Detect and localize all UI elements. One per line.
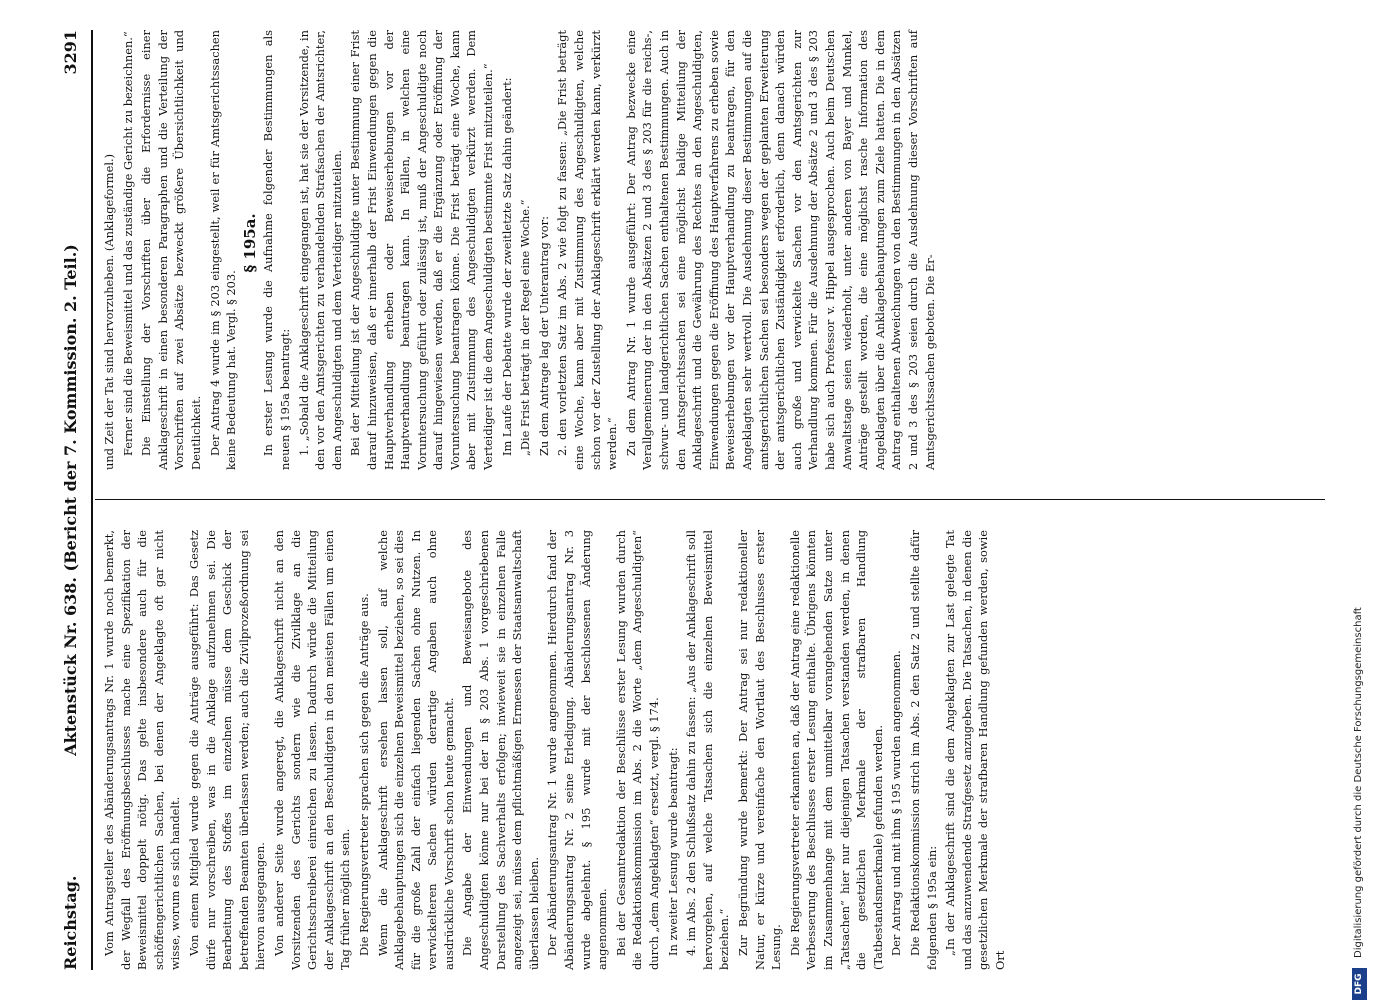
paragraph: Der Antrag 4 wurde im § 203 eingestellt, weil er für Amtsgerichtssachen keine Bedeutung hat. Vergl. § 203. — [207, 30, 239, 470]
paragraph: Im Laufe der Debatte wurde der zweitletzte Satz dahin geändert: — [499, 77, 514, 456]
paragraph: Die Redaktionskommission strich im Abs. 2 den Satz 2 und stellte dafür folgenden § 195a ein: — [907, 530, 939, 970]
paragraph: „Die Frist beträgt in der Regel eine Woche.“ — [518, 199, 533, 456]
paragraph: Von anderer Seite wurde angeregt, die Anklageschrift nicht an den Vorsitzenden des Gerichts sondern wie die Zivilklage an die Gerichtsschreiberei einreichen zu lassen. Dadurch würde die Mitteilung der Anklageschrift an den Beschuldigten in den meisten Fällen um einen Tag früher möglich sein. — [271, 530, 353, 970]
paragraph: und Zeit der Tat sind hervorzuheben. (Anklageformel.) — [102, 153, 116, 470]
right-column — [101, 30, 940, 470]
paragraph: In erster Lesung wurde die Aufnahme folgender Bestimmungen als neuen § 195a beantragt: — [261, 30, 292, 470]
left-column — [101, 530, 1010, 970]
page-number: 3291 — [61, 30, 80, 75]
digitization-credit — [1350, 20, 1372, 1000]
header-left: Reichstag. — [61, 875, 80, 970]
section-heading: § 195a. — [240, 213, 259, 273]
paragraph: „In der Anklageschrift sind die dem Angeklagten zur Last gelegte Tat und das anzuwendende Strafgesetz anzugeben. Die Tatsachen, in denen die gesetzlichen Merkmale der strafbaren Handlung gefunden werden, sowie Ort — [943, 530, 1007, 970]
paragraph: Die Einstellung der Vorschriften über die Erfordernisse einer Anklageschrift in einen besonderen Paragraphen und die Verteilung der Vorschriften auf zwei Absätze bezweckt größere Übersichtlichkeit und Deutlichkeit. — [139, 30, 203, 470]
paragraph: Die Angabe der Einwendungen und Beweisangebote des Angeschuldigten könne nur bei der in § 203 Abs. 1 vorgeschriebenen Darstellung des Sachverhalts erfolgen; inwieweit sie in einzelnen Falle angezeigt sei, müsse dem pflichtmäßigen Ermessen der Staatsanwaltschaft überlassen bleiben. — [460, 530, 541, 970]
paragraph: 2. den vorletzten Satz im Abs. 2 wie folgt zu fassen: „Die Frist beträgt eine Woche, kann aber mit Zustimmung des Angeschuldigten, welche schon vor der Zustellung der Anklageschrift erklärt werden kann, verkürzt werden.“ — [555, 30, 620, 470]
paragraph: Zur Begründung wurde bemerkt: Der Antrag sei nur redaktioneller Natur, er kürze und vereinfache den Wortlaut des Beschlusses erster Lesung. — [735, 530, 784, 970]
paragraph: Bei der Mitteilung ist der Angeschuldigte unter Bestimmung einer Frist darauf hinzuweisen, daß er innerhalb der Frist Einwendungen gegen die Hauptverhandlung erheben oder Beweiserhebungen vor der Hauptverhandlung beantragen kann. In Fällen, in welchen eine Voruntersuchung geführt oder zulässig ist, muß der Angeschuldigte noch darauf hingewiesen werden, daß er die Ergänzung oder Eröffnung der Voruntersuchung beantragen könne. Die Frist beträgt eine Woche, kann aber mit Zustimmung des Angeschuldigten verkürzt werden. Dem Verteidiger ist die dem Angeschuldigten bestimmte Frist mitzuteilen.“ — [348, 30, 496, 470]
paragraph: Die Regierungsvertreter sprachen sich gegen die Anträge aus. — [356, 593, 371, 956]
document-page — [55, 0, 1335, 1000]
column-separator — [95, 499, 1325, 500]
paragraph: Die Regierungsvertreter erkannten an, daß der Antrag eine redaktionelle Verbesserung des Beschlusses erster Lesung enthalte. Übrigens könnten im Zusammenhange mit dem unmittelbar vorangehenden Satze unter „Tatsachen“ hier nur diejenigen Tatsachen verstanden werden, in denen die gesetzlichen Merkmale der strafbaren Handlung (Tatbestandsmerkmale) gefunden werden. — [787, 530, 885, 970]
dfg-logo: DFG — [1352, 968, 1367, 1000]
header-title: Aktenstück Nr. 638. (Bericht der 7. Kommission. 2. Teil.) — [61, 244, 80, 756]
paragraph: Von einem Mitglied wurde gegen die Anträge ausgeführt: Das Gesetz dürfe nur vorschreiben, was in die Anklage aufzunehmen sei. Die Bearbeitung des Stoffes im einzelnen müsse dem Geschick der betreffenden Beamten überlassen werden; auch die Zivilprozeßordnung sei hiervon ausgegangen. — [186, 530, 268, 970]
paragraph: In zweiter Lesung wurde beantragt: — [665, 747, 680, 956]
paragraph: Wenn die Anklageschrift ersehen lassen soll, auf welche Anklagebehauptungen sich die einzelnen Beweismittel beziehen, so sei dies für die große Zahl der einfach liegenden Sachen ohne Nutzen. In verwickelteren Sachen würden derartige Angaben auch ohne ausdrückliche Vorschrift schon heute gemacht. — [375, 530, 456, 970]
paragraph: Vom Antragsteller des Abänderungsantrags Nr. 1 wurde noch bemerkt, der Wegfall des Eröffnungsbeschlusses mache eine Spezifikation der Beweismittel doppelt nötig. Das gelte insbesondere auch für die schöffengerichtlichen Sachen, bei denen der Angeklagte oft gar nicht wisse, worum es sich handelt. — [102, 530, 183, 970]
paragraph: Ferner sind die Beweismittel und das zuständige Gericht zu bezeichnen.“ — [120, 31, 135, 456]
paragraph: Der Abänderungsantrag Nr. 1 wurde angenommen. Hierdurch fand der Abänderungsantrag Nr. 2 seine Erledigung. Abänderungsantrag Nr. 3 wurde abgelehnt. § 195 wurde mit der beschlossenen Änderung angenommen. — [545, 530, 610, 970]
paragraph: Zu dem Antrag Nr. 1 wurde ausgeführt: Der Antrag bezwecke eine Verallgemeinerung der in den Absätzen 2 und 3 des § 203 für die reichs-, schwur- und landgerichtlichen Sachen enthaltenen Bestimmungen. Auch in den Amtsgerichtssachen sei eine möglichst baldige Mitteilung der Anklageschrift und die Gewährung des Rechtes an den Angeschuldigten, Einwendungen gegen die Eröffnung des Hauptverfahrens zu erheben sowie Beweiserhebungen vor der Hauptverhandlung zu beantragen, für den Angeklagten sehr wertvoll. Die Ausdehnung dieser Bestimmungen auf die amtsgerichtlichen Sachen sei besonders wegen der geplanten Erweiterung der amtsgerichtlichen Zuständigkeit erforderlich, denn danach würden auch große und verwickelte Sachen vor den Amtsgerichten zur Verhandlung kommen. Für die Ausdehnung der Absätze 2 und 3 des § 203 habe sich auch Professor v. Hippel ausgesprochen. Auch beim Deutschen Anwaltstage seien wiederholt, unter anderen von Bayer und Munkel, Anträge gestellt worden, die eine möglichst rasche Information des Angeklagten über die Anklagebehauptungen zum Ziele hatten. Die in dem Antrag enthaltenen Abweichungen von den Bestimmungen in den Absätzen 2 und 3 des § 203 seien durch die Ausdehnung dieser Vorschriften auf Amtsgerichtssachen geboten. Die Er- — [623, 30, 937, 470]
paragraph: Zu dem Antrage lag der Unterantrag vor: — [536, 216, 551, 456]
paragraph: Der Antrag und mit ihm § 195 wurden angenommen. — [889, 650, 904, 956]
page-header — [61, 30, 89, 970]
paragraph: 4. im Abs. 2 den Schlußsatz dahin zu fassen: „Aus der Anklageschrift soll hervorgehen, auf welche Tatsachen sich die einzelnen Beweismittel beziehen.“ — [684, 530, 732, 970]
credit-text: Digitalisierung gefördert durch die Deutsche Forschungsgemeinschaft — [1353, 607, 1364, 958]
paragraph: Bei der Gesamtredaktion der Beschlüsse erster Lesung wurden durch die Redaktionskommission im Abs. 2 die Worte „dem Angeschuldigten“ durch „dem Angeklagten“ ersetzt, vergl. § 174. — [613, 530, 661, 970]
header-rule — [91, 30, 93, 970]
paragraph: 1. „Sobald die Anklageschrift eingegangen ist, hat sie der Vorsitzende, in den vor den Amtsgerichten zu verhandelnden Strafsachen der Amtsrichter, dem Angeschuldigten und dem Verteidiger mitzuteilen. — [296, 30, 344, 470]
